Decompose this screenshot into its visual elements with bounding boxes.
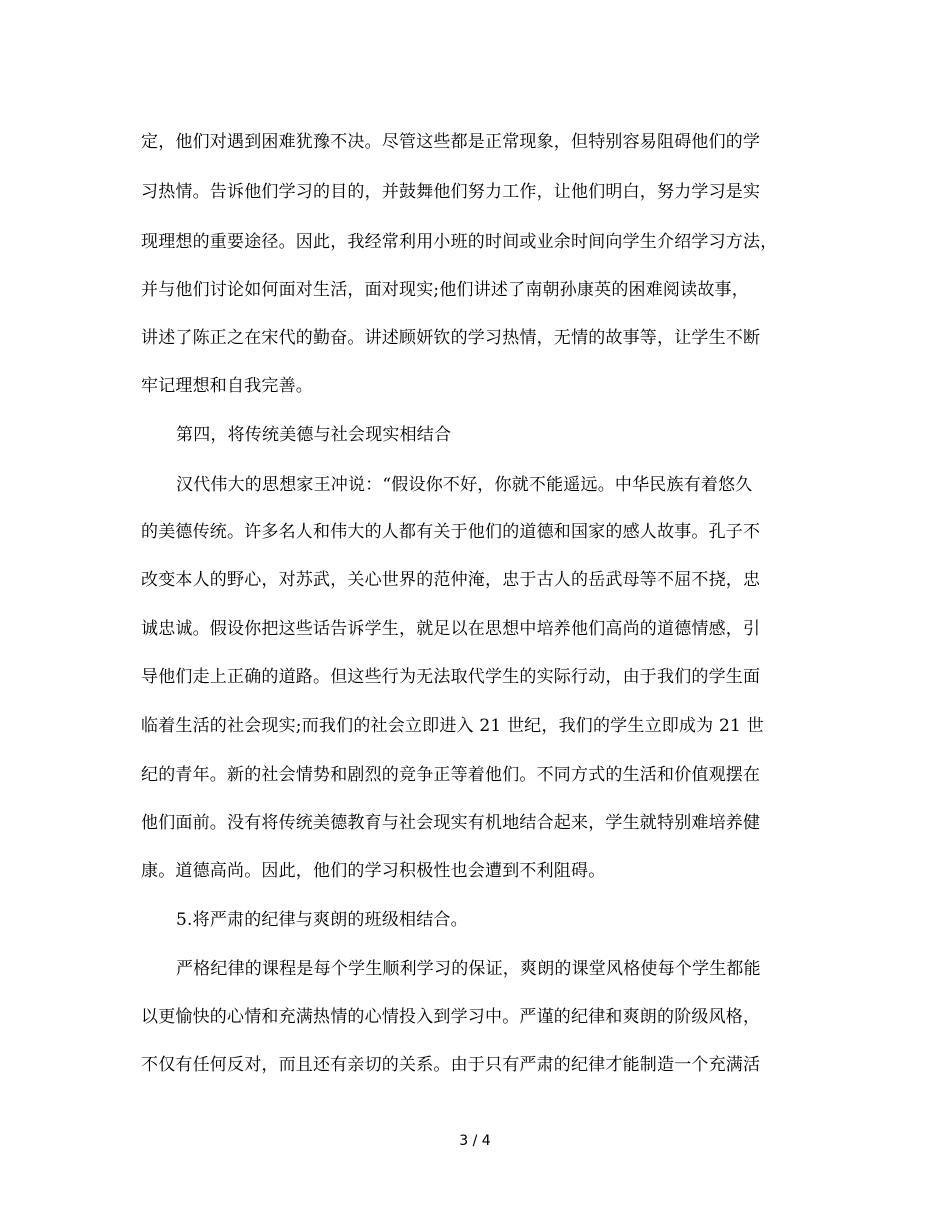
text-line: 定，他们对遇到困难犹豫不决。尽管这些都是正常现象，但特别容易阻碍他们的学 (141, 132, 761, 152)
text-line: 不仅有任何反对，而且还有亲切的关系。由于只有严肃的纪律才能制造一个充满活 (141, 1055, 761, 1075)
text-line: 纪的青年。新的社会情势和剧烈的竞争正等着他们。不同方式的生活和价值观摆在 (141, 765, 761, 785)
text-line: 改变本人的野心，对苏武，关心世界的范仲淹，忠于古人的岳武母等不屈不挠，忠 (141, 570, 761, 590)
text-line: 康。道德高尚。因此，他们的学习积极性也会遭到不利阻碍。 (141, 861, 606, 881)
text-line: 的美德传统。许多名人和伟大的人都有关于他们的道德和国家的感人故事。孔子不 (141, 522, 761, 542)
text-line: 牢记理想和自我完善。 (141, 376, 313, 396)
text-line: 以更愉快的心情和充满热情的心情投入到学习中。严谨的纪律和爽朗的阶级风格， (141, 1007, 761, 1027)
text-line: 他们面前。没有将传统美德教育与社会现实有机地结合起来，学生就特别难培养健 (141, 813, 761, 833)
text-line: 诚忠诚。假设你把这些话告诉学生，就足以在思想中培养他们高尚的道德情感，引 (141, 619, 761, 639)
text-line: 导他们走上正确的道路。但这些行为无法取代学生的实际行动，由于我们的学生面 (141, 667, 761, 687)
text-line: 并与他们讨论如何面对生活，面对现实;他们讲述了南朝孙康英的困难阅读故事， (141, 280, 749, 300)
text-line: 讲述了陈正之在宋代的勤奋。讲述顾妍钦的学习热情，无情的故事等，让学生不断 (141, 328, 761, 348)
text-line: 临着生活的社会现实;而我们的社会立即进入 21 世纪，我们的学生立即成为 21 世 (141, 716, 764, 736)
page-number: 3 / 4 (459, 1133, 491, 1149)
section-heading: 5.将严肃的纪律与爽朗的班级相结合。 (176, 910, 468, 930)
text-line: 现理想的重要途径。因此，我经常利用小班的时间或业余时间向学生介绍学习方法， (141, 232, 778, 252)
section-heading: 第四，将传统美德与社会现实相结合 (176, 425, 452, 445)
text-line: 汉代伟大的思想家王冲说：“假设你不好，你就不能遥远。中华民族有着悠久 (176, 475, 753, 495)
text-line: 严格纪律的课程是每个学生顺利学习的保证，爽朗的课堂风格使每个学生都能 (176, 959, 761, 979)
text-line: 习热情。告诉他们学习的目的，并鼓舞他们努力工作，让他们明白，努力学习是实 (141, 182, 761, 202)
